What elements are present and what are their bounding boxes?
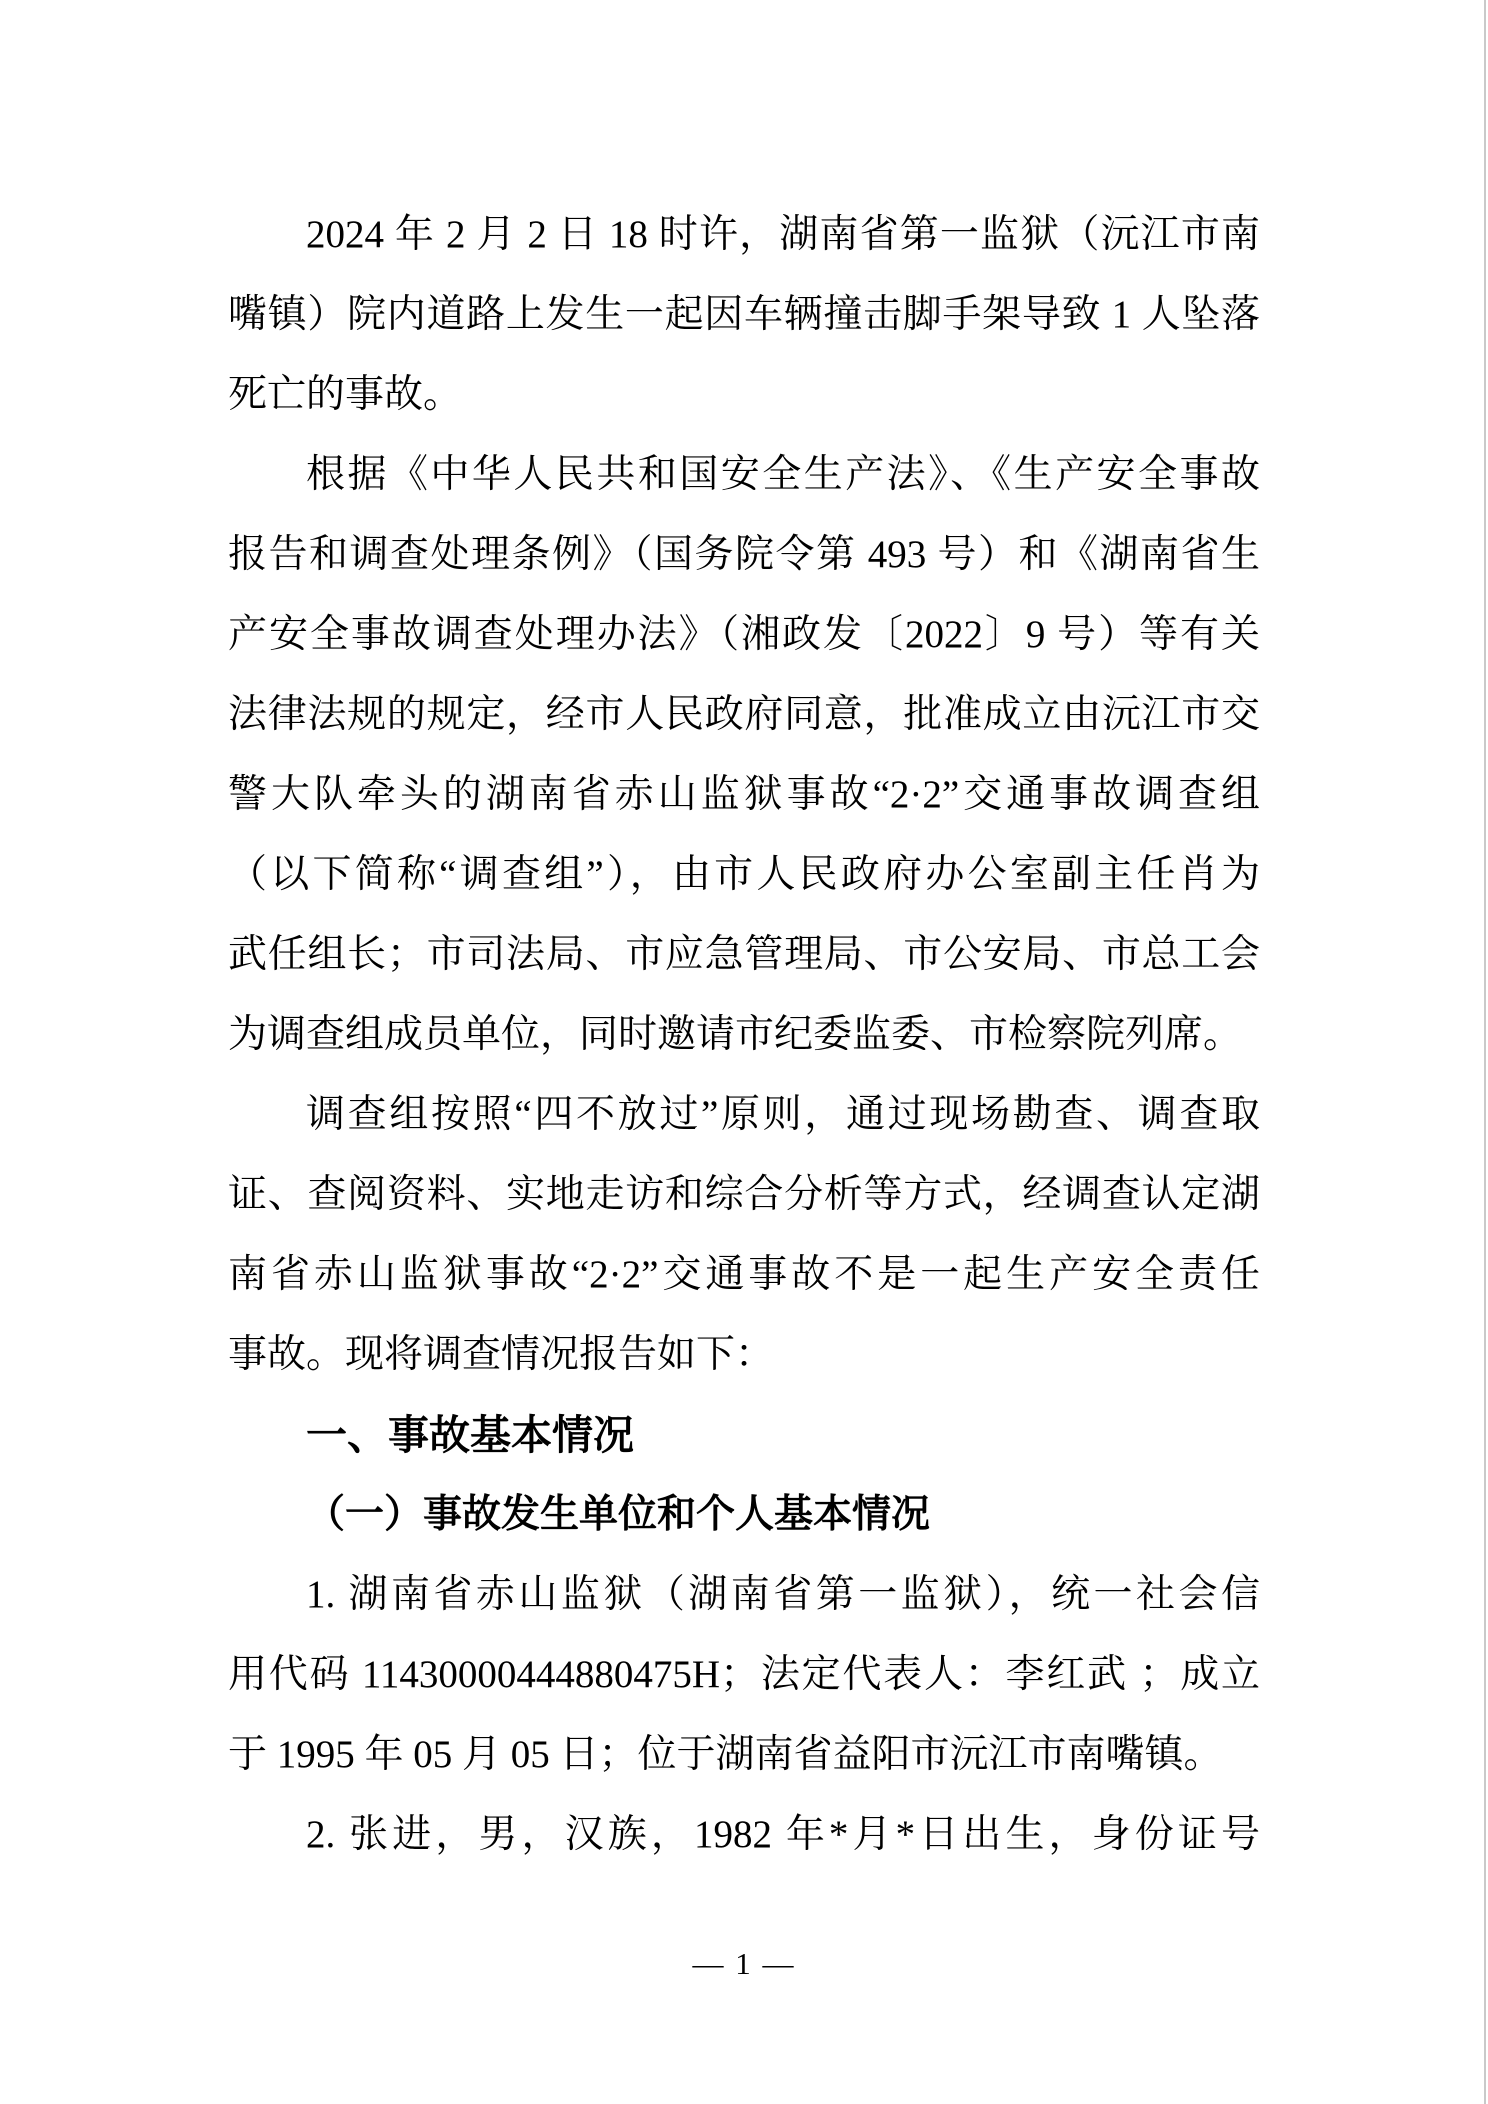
body-text-line: 产安全事故调查处理办法》（湘政发〔2022〕9 号）等有关 — [228, 613, 1260, 656]
body-text-line: 为调查组成员单位，同时邀请市纪委监委、市检察院列席。 — [228, 1013, 1243, 1056]
body-text-line: 报告和调查处理条例》（国务院令第 493 号）和《湖南省生 — [228, 533, 1260, 576]
body-text-line: 2. 张进，男，汉族，1982 年*月*日出生，身份证号 — [306, 1813, 1260, 1856]
document-body — [228, 195, 1260, 1875]
body-text-line: 根据《中华人民共和国安全生产法》、《生产安全事故 — [306, 453, 1260, 496]
page-number: — 1 — — [692, 1946, 796, 1981]
body-text-line: 警大队牵头的湖南省赤山监狱事故“2·2”交通事故调查组 — [228, 773, 1260, 816]
body-text-line: 法律法规的规定，经市人民政府同意，批准成立由沅江市交 — [228, 693, 1260, 736]
body-text-line: 用代码 11430000444880475H；法定代表人：李红武 ；成立 — [228, 1653, 1260, 1696]
section-heading: 一、事故基本情况 — [306, 1412, 634, 1458]
body-text-line: 嘴镇）院内道路上发生一起因车辆撞击脚手架导致 1 人坠落 — [228, 293, 1260, 336]
body-text-line: 1. 湖南省赤山监狱（湖南省第一监狱），统一社会信 — [306, 1573, 1260, 1616]
body-text-line: 武任组长；市司法局、市应急管理局、市公安局、市总工会 — [228, 933, 1260, 976]
body-text-line: 调查组按照“四不放过”原则，通过现场勘查、调查取 — [306, 1093, 1260, 1136]
body-text-line: 证、查阅资料、实地走访和综合分析等方式，经调查认定湖 — [228, 1173, 1260, 1216]
page-edge-line — [1484, 0, 1486, 2104]
body-text-line: 2024 年 2 月 2 日 18 时许，湖南省第一监狱（沅江市南 — [306, 213, 1260, 256]
body-text-line: 于 1995 年 05 月 05 日；位于湖南省益阳市沅江市南嘴镇。 — [228, 1733, 1223, 1776]
body-text-line: 事故。现将调查情况报告如下： — [228, 1333, 775, 1376]
body-text-line: 死亡的事故。 — [228, 373, 463, 416]
body-text-line: 南省赤山监狱事故“2·2”交通事故不是一起生产安全责任 — [228, 1253, 1260, 1296]
body-text-line: （以下简称“调查组”），由市人民政府办公室副主任肖为 — [228, 853, 1260, 896]
subsection-heading: （一）事故发生单位和个人基本情况 — [306, 1493, 931, 1536]
